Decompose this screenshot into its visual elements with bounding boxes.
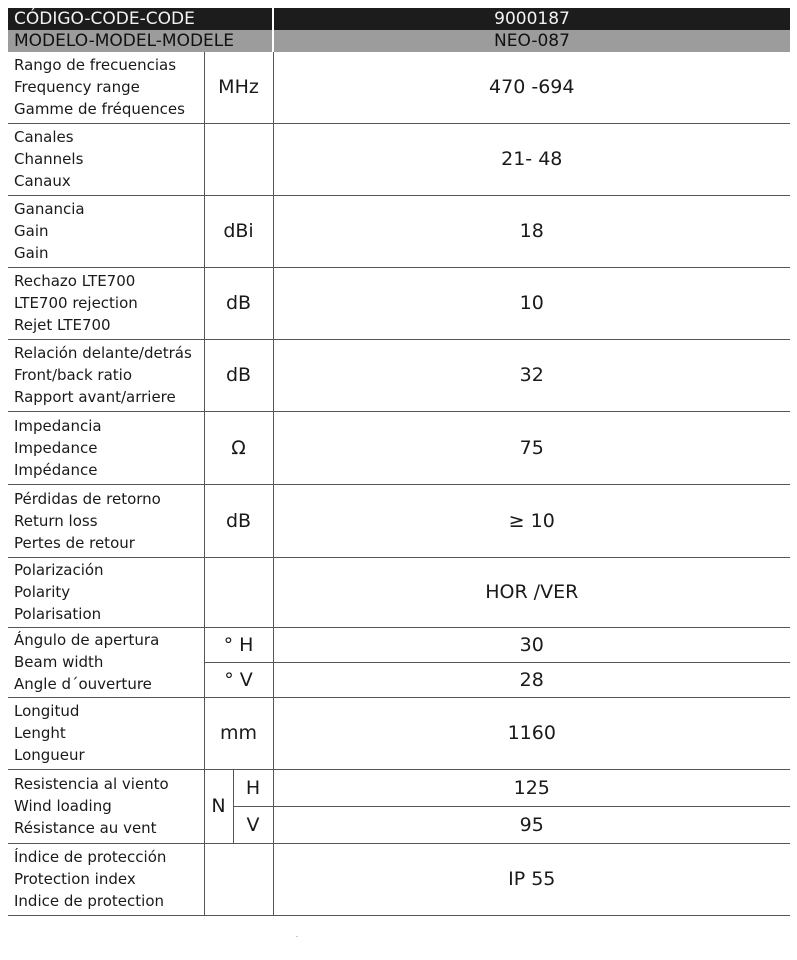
- label-fr: Pertes de retour: [14, 533, 135, 552]
- spec-unit: MHz: [204, 52, 273, 123]
- spec-value: 75: [273, 411, 790, 484]
- wind-value-horizontal: 125: [273, 769, 790, 806]
- label-en: Frequency range: [14, 78, 140, 97]
- label-fr: Indice de protection: [14, 892, 165, 910]
- label-en: Impedance: [14, 438, 98, 457]
- label-fr: Gain: [14, 244, 49, 262]
- label-fr: Polarisation: [14, 605, 102, 623]
- spec-unit: [204, 843, 273, 915]
- label-en: Lenght: [14, 724, 66, 742]
- code-header-row: [8, 8, 790, 30]
- beam-value-vertical: 28: [273, 662, 790, 697]
- model-header-row: [8, 30, 790, 52]
- spec-label-front-back-ratio: [8, 339, 204, 411]
- spec-unit: dB: [204, 267, 273, 339]
- label-fr: Rejet LTE700: [14, 316, 111, 334]
- spec-label-length: [8, 697, 204, 769]
- spec-value: HOR /VER: [273, 557, 790, 627]
- label-es: Índice de protección: [14, 848, 167, 866]
- spec-label-channels: [8, 123, 204, 195]
- spec-label-polarity: [8, 557, 204, 627]
- label-es: Relación delante/detrás: [14, 344, 192, 362]
- spec-unit: mm: [204, 697, 273, 769]
- label-es: Ganancia: [14, 200, 85, 218]
- spec-value: ≥ 10: [273, 484, 790, 557]
- spec-unit: [204, 557, 273, 627]
- code-value: 9000187: [273, 8, 790, 30]
- label-en: Polarity: [14, 583, 71, 601]
- spec-value: 32: [273, 339, 790, 411]
- spec-unit: dBi: [204, 195, 273, 267]
- spec-label-gain: [8, 195, 204, 267]
- label-en: Return loss: [14, 511, 98, 530]
- spec-value: 18: [273, 195, 790, 267]
- label-fr: Longueur: [14, 746, 85, 764]
- label-es: Resistencia al viento: [14, 775, 169, 793]
- beam-unit-vertical: ° V: [204, 662, 273, 697]
- label-es: Ángulo de apertura: [14, 631, 160, 649]
- spec-label-frequency: [8, 52, 204, 123]
- label-fr: Gamme de fréquences: [14, 100, 185, 119]
- wind-sub-horizontal: H: [233, 769, 273, 806]
- spec-row-front-back-ratio: [8, 339, 790, 411]
- spec-label-wind-loading: [8, 769, 204, 843]
- spec-row-channels: [8, 123, 790, 195]
- code-label: CÓDIGO-CODE-CODE: [8, 8, 273, 30]
- spec-value: 10: [273, 267, 790, 339]
- label-en: Wind loading: [14, 797, 112, 815]
- spec-unit: dB: [204, 484, 273, 557]
- label-fr: Résistance au vent: [14, 819, 157, 837]
- spec-unit: dB: [204, 339, 273, 411]
- spec-label-lte-rejection: [8, 267, 204, 339]
- spec-row-lte-rejection: [8, 267, 790, 339]
- label-es: Canales: [14, 128, 74, 146]
- spec-value: 1160: [273, 697, 790, 769]
- spec-row-length: [8, 697, 790, 769]
- spec-row-gain: [8, 195, 790, 267]
- label-es: Rechazo LTE700: [14, 272, 136, 290]
- spec-value: 470 -694: [273, 52, 790, 123]
- spec-row-protection-index: [8, 843, 790, 915]
- label-en: Beam width: [14, 653, 104, 671]
- spec-row-impedance: [8, 411, 790, 484]
- model-label: MODELO-MODEL-MODELE: [8, 30, 273, 52]
- model-value: NEO-087: [273, 30, 790, 52]
- spec-unit: Ω: [204, 411, 273, 484]
- label-en: Protection index: [14, 870, 136, 888]
- spec-row-frequency: [8, 52, 790, 123]
- label-es: Longitud: [14, 702, 80, 720]
- spec-value: 21- 48: [273, 123, 790, 195]
- wind-sub-vertical: V: [233, 806, 273, 843]
- wind-value-vertical: 95: [273, 806, 790, 843]
- spec-unit: [204, 123, 273, 195]
- spec-row-polarity: [8, 557, 790, 627]
- stray-mark: [296, 936, 298, 937]
- label-fr: Rapport avant/arriere: [14, 388, 176, 406]
- label-fr: Canaux: [14, 172, 71, 190]
- label-en: Channels: [14, 150, 84, 168]
- wind-unit: N: [204, 769, 233, 843]
- spec-row-beam-width: [8, 627, 790, 662]
- spec-sheet: [8, 8, 790, 916]
- label-en: Front/back ratio: [14, 366, 132, 384]
- spec-row-return-loss: [8, 484, 790, 557]
- label-es: Pérdidas de retorno: [14, 489, 161, 508]
- label-en: Gain: [14, 222, 49, 240]
- spec-label-protection-index: [8, 843, 204, 915]
- spec-label-return-loss: [8, 484, 204, 557]
- spec-table: [8, 8, 790, 916]
- label-es: Rango de frecuencias: [14, 56, 177, 75]
- label-es: Polarización: [14, 561, 104, 579]
- spec-label-impedance: [8, 411, 204, 484]
- label-en: LTE700 rejection: [14, 294, 138, 312]
- beam-unit-horizontal: ° H: [204, 627, 273, 662]
- label-fr: Angle d´ouverture: [14, 675, 152, 693]
- spec-row-wind-loading: [8, 769, 790, 806]
- beam-value-horizontal: 30: [273, 627, 790, 662]
- spec-label-beam-width: [8, 627, 204, 697]
- label-es: Impedancia: [14, 416, 102, 435]
- spec-value: IP 55: [273, 843, 790, 915]
- label-fr: Impédance: [14, 460, 98, 479]
